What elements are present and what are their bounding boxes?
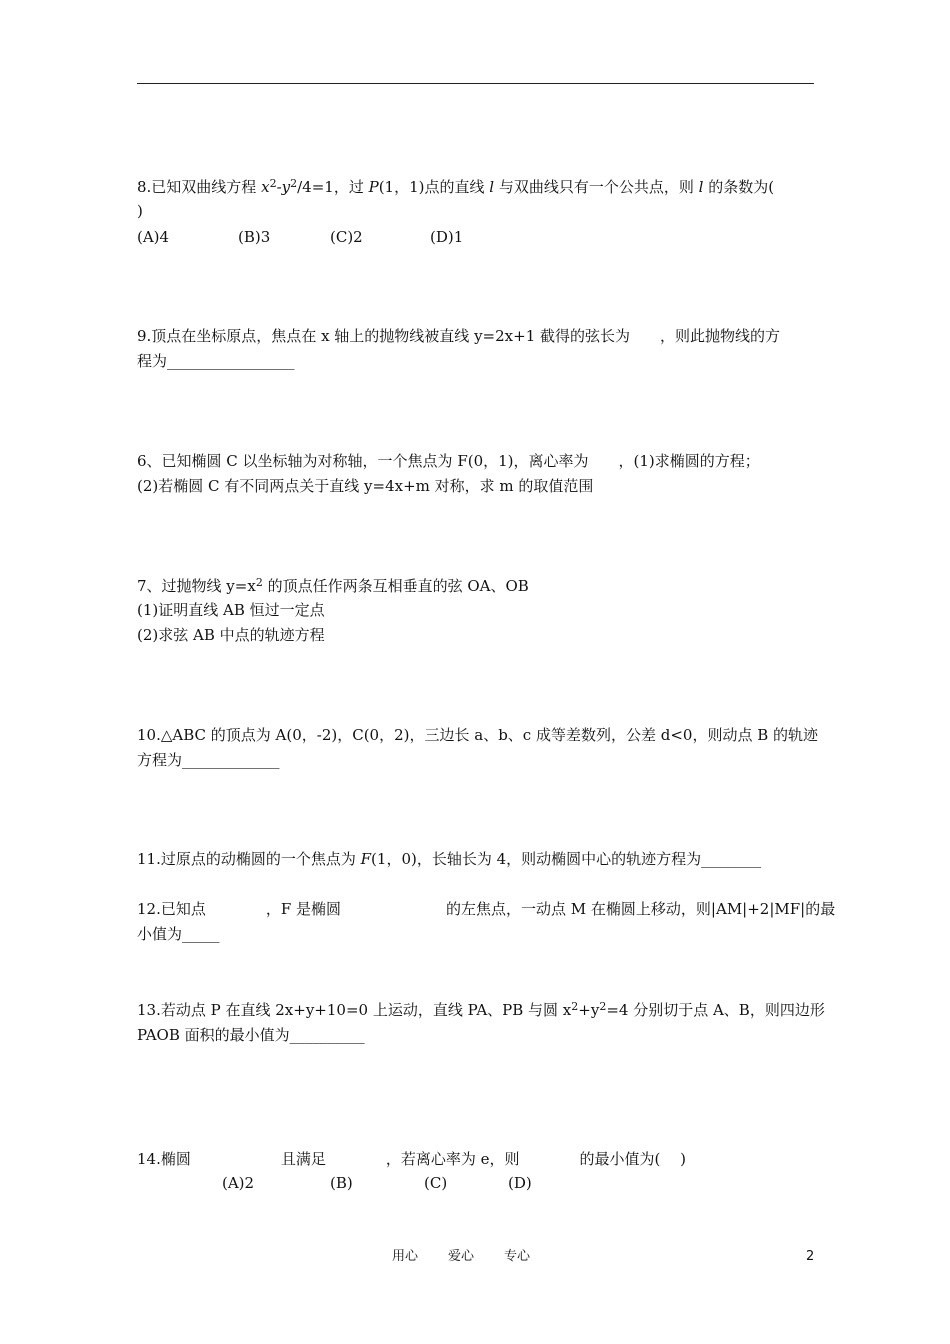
q7-line-1: 7、过抛物线 $y=x^2$ 的顶点任作两条互相垂直的弦 OA、OB [137, 576, 529, 595]
q14-option-b: (B) [330, 1174, 353, 1192]
q10-line-2: 方程为_____________ [137, 751, 280, 769]
q14-line-1: 14.椭圆 且满足 ，若离心率为 e，则 的最小值为( ) [137, 1150, 686, 1168]
header-rule [137, 83, 814, 84]
q9-line-1: 9.顶点在坐标原点，焦点在 x 轴上的抛物线被直线 y=2x+1 截得的弦长为 ，则此抛物线的方 [137, 327, 781, 345]
q12-line-2: 小值为_____ [137, 925, 220, 943]
footer-label-1: 用心 [392, 1249, 419, 1264]
q12-line-1: 12.已知点 ，F 是椭圆 的左焦点，一动点 M 在椭圆上移动，则|AM|+2|MF|的最 [137, 900, 836, 918]
footer-label-3: 专心 [504, 1249, 531, 1264]
q9-line-2: 程为_________________ [137, 352, 295, 370]
q13-line-1: 13.若动点 P 在直线 2x+y+10=0 上运动，直线 PA、PB 与圆 $x^2+y^2=4$ 分别切于点 A、B，则四边形 [137, 1000, 825, 1019]
q11-line-1: 11.过原点的动椭圆的一个焦点为 F(1，0)，长轴长为 4，则动椭圆中心的轨迹方程为________ [137, 850, 762, 868]
q6-line-2: (2)若椭圆 C 有不同两点关于直线 y=4x+m 对称，求 m 的取值范围 [137, 477, 594, 495]
q8-line-2: ) [137, 202, 143, 220]
page-number: 2 [806, 1249, 815, 1264]
footer-label-2: 爱心 [448, 1249, 475, 1264]
q13-line-2: PAOB 面积的最小值为__________ [137, 1026, 365, 1044]
q14-option-a: (A)2 [222, 1174, 255, 1192]
q10-line-1: 10.△ABC 的顶点为 A(0，-2)，C(0，2)，三边长 a、b、c 成等差数列，公差 d<0，则动点 B 的轨迹 [137, 726, 819, 744]
q8-line-1: 8.已知双曲线方程 $x^2-y^2/4=1$，过 P(1，1)点的直线 l 与双曲线只有一个公共点，则 l 的条数为( [137, 177, 775, 196]
q8-option-a: (A)4 [137, 228, 170, 246]
q7-line-2: (1)证明直线 AB 恒过一定点 [137, 601, 325, 619]
q14-option-c: (C) [424, 1174, 448, 1192]
q7-line-3: (2)求弦 AB 中点的轨迹方程 [137, 626, 325, 644]
q8-option-c: (C)2 [330, 228, 363, 246]
q8-option-b: (B)3 [238, 228, 271, 246]
q6-line-1: 6、已知椭圆 C 以坐标轴为对称轴，一个焦点为 F(0，1)，离心率为 ，(1)求椭圆的方程； [137, 452, 760, 470]
q14-option-d: (D) [508, 1174, 532, 1192]
q8-option-d: (D)1 [430, 228, 464, 246]
